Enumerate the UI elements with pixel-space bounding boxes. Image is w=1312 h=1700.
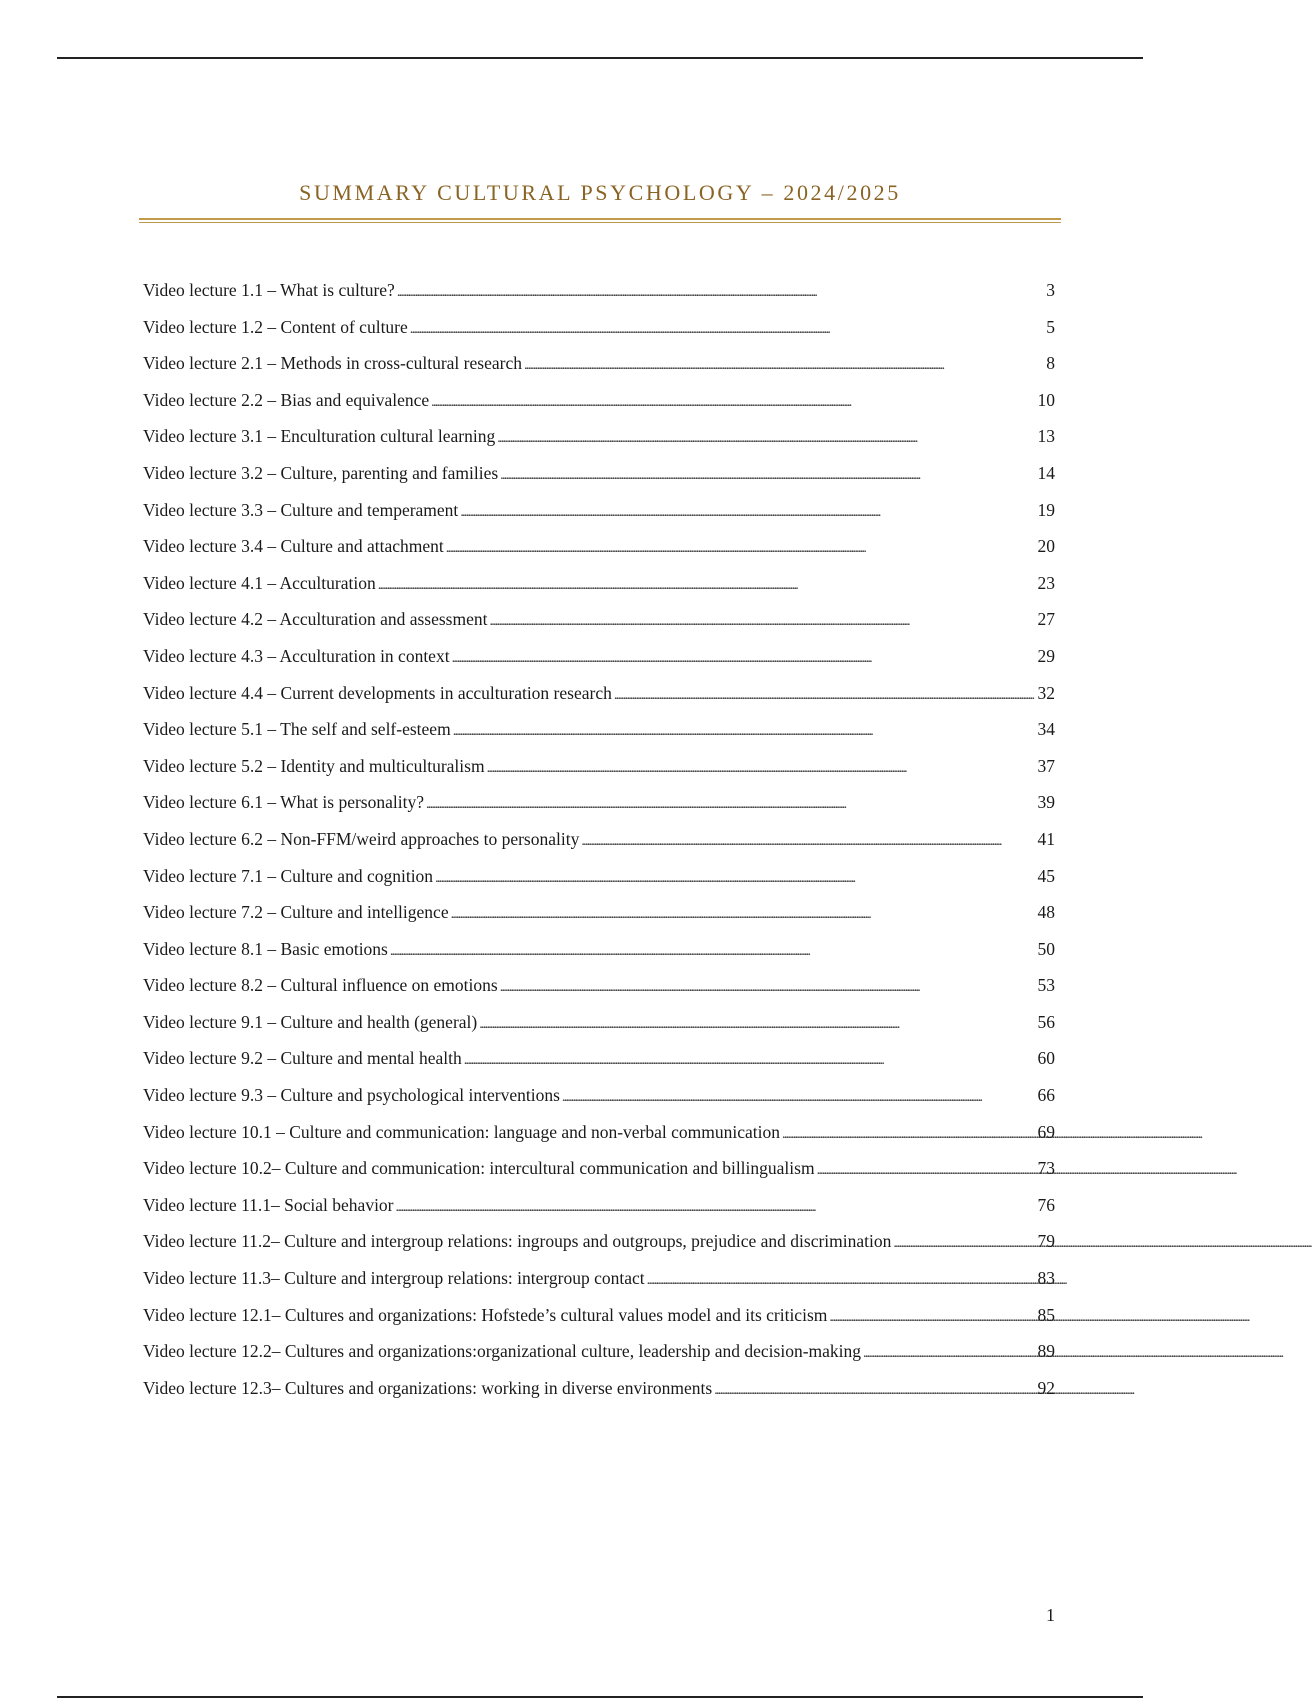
footer-rule [57,1696,1143,1698]
dot-leader [453,719,1035,740]
toc-entry-page: 76 [1037,1194,1055,1215]
toc-entry-label: Video lecture 3.1 – Enculturation cultural learning [143,426,496,447]
header-rule [57,57,1143,59]
toc-entry-label: Video lecture 4.4 – Current developments in acculturation research [143,682,612,703]
toc-entry-page: 56 [1037,1011,1055,1032]
dot-leader [378,573,1035,594]
toc-entry-page: 50 [1037,938,1055,959]
dot-leader [562,1085,1035,1106]
toc-entry-label: Video lecture 12.1– Cultures and organizations: Hofstede’s cultural values model and its criticism [143,1304,828,1325]
toc-entry-page: 19 [1037,499,1055,520]
toc-entry[interactable] [143,719,1055,756]
toc-entry-label: Video lecture 10.1 – Culture and communication: language and non-verbal communication [143,1121,781,1142]
toc-entry[interactable] [143,866,1055,903]
dot-leader [396,1195,1035,1216]
toc-entry-page: 60 [1037,1048,1055,1069]
toc-entry-label: Video lecture 7.1 – Culture and cognition [143,865,434,886]
toc-entry[interactable] [143,1048,1055,1085]
toc-entry[interactable] [143,1378,1055,1415]
toc-entry[interactable] [143,1231,1055,1268]
toc-entry[interactable] [143,829,1055,866]
toc-entry[interactable] [143,500,1055,537]
toc-entry-page: 23 [1037,572,1055,593]
toc-entry[interactable] [143,683,1055,720]
toc-entry-label: Video lecture 4.1 – Acculturation [143,572,376,593]
toc-entry-label: Video lecture 1.2 – Content of culture [143,316,408,337]
toc-entry-page: 85 [1037,1304,1055,1325]
toc-entry-page: 13 [1037,426,1055,447]
toc-entry-label: Video lecture 8.1 – Basic emotions [143,938,388,959]
dot-leader [581,829,1034,850]
toc-entry-page: 5 [1046,316,1055,337]
toc-entry-page: 53 [1037,975,1055,996]
toc-entry[interactable] [143,1085,1055,1122]
toc-entry-label: Video lecture 6.1 – What is personality? [143,792,424,813]
toc-entry-label: Video lecture 6.2 – Non-FFM/weird approaches to personality [143,828,580,849]
toc-entry[interactable] [143,426,1055,463]
page-number: 1 [1046,1605,1055,1625]
toc-entry-label: Video lecture 9.3 – Culture and psychological interventions [143,1085,560,1106]
toc-entry-page: 89 [1037,1341,1055,1362]
toc-entry-label: Video lecture 8.2 – Cultural influence on emotions [143,975,498,996]
table-of-contents [143,280,1055,1414]
toc-entry-page: 39 [1037,792,1055,813]
toc-entry-label: Video lecture 3.2 – Culture, parenting and families [143,462,499,483]
toc-entry[interactable] [143,646,1055,683]
toc-entry[interactable] [143,1158,1055,1195]
toc-entry-page: 14 [1037,462,1055,483]
toc-entry-page: 92 [1037,1377,1055,1398]
toc-entry-label: Video lecture 2.2 – Bias and equivalence [143,389,430,410]
toc-entry-page: 83 [1037,1268,1055,1289]
toc-entry-label: Video lecture 3.4 – Culture and attachment [143,536,444,557]
dot-leader [397,280,1043,301]
toc-entry[interactable] [143,1341,1055,1378]
dot-leader [863,1341,1034,1362]
toc-entry[interactable] [143,1305,1055,1342]
toc-entry-label: Video lecture 10.2– Culture and communication: intercultural communication and billingualism [143,1158,815,1179]
toc-entry-page: 29 [1037,645,1055,666]
toc-entry-label: Video lecture 9.1 – Culture and health (general) [143,1011,478,1032]
toc-entry-page: 37 [1037,755,1055,776]
toc-entry-label: Video lecture 12.3– Cultures and organizations: working in diverse environments [143,1377,713,1398]
toc-entry[interactable] [143,975,1055,1012]
toc-entry-label: Video lecture 9.2 – Culture and mental health [143,1048,462,1069]
toc-entry-page: 8 [1046,353,1055,374]
toc-entry[interactable] [143,902,1055,939]
document-title: SUMMARY CULTURAL PSYCHOLOGY – 2024/2025 [299,180,901,205]
toc-entry-page: 34 [1037,719,1055,740]
toc-entry-page: 3 [1046,280,1055,300]
toc-entry[interactable] [143,390,1055,427]
toc-entry[interactable] [143,1122,1055,1159]
dot-leader [500,463,1034,484]
title-underline [139,218,1061,223]
toc-entry-page: 79 [1037,1231,1055,1252]
toc-entry-label: Video lecture 5.2 – Identity and multiculturalism [143,755,485,776]
toc-entry[interactable] [143,317,1055,354]
toc-entry[interactable] [143,536,1055,573]
toc-entry-page: 27 [1037,609,1055,630]
toc-entry-page: 69 [1037,1121,1055,1142]
dot-leader [426,792,1035,813]
dot-leader [489,609,1034,630]
dot-leader [817,1158,1035,1179]
toc-entry-page: 66 [1037,1085,1055,1106]
toc-entry-page: 32 [1037,682,1055,703]
toc-entry-label: Video lecture 11.3– Culture and intergroup relations: intergroup contact [143,1268,645,1289]
dot-leader [451,902,1035,923]
toc-entry-page: 10 [1037,389,1055,410]
dot-leader [452,646,1035,667]
toc-entry-label: Video lecture 12.2– Cultures and organizations:organizational culture, leadership and decision-making [143,1341,862,1362]
toc-entry-page: 73 [1037,1158,1055,1179]
toc-entry-page: 20 [1037,536,1055,557]
toc-entry[interactable] [143,609,1055,646]
dot-leader [390,939,1035,960]
dot-leader [647,1268,1035,1289]
toc-entry[interactable] [143,792,1055,829]
toc-entry[interactable] [143,1195,1055,1232]
toc-entry[interactable] [143,939,1055,976]
toc-entry[interactable] [143,756,1055,793]
dot-leader [431,390,1034,411]
dot-leader [524,353,1043,374]
toc-entry-label: Video lecture 5.1 – The self and self-esteem [143,719,451,740]
dot-leader [446,536,1035,557]
dot-leader [410,317,1043,338]
dot-leader [714,1378,1034,1399]
dot-leader [829,1305,1034,1326]
toc-entry[interactable] [143,280,1055,317]
toc-entry-label: Video lecture 11.1– Social behavior [143,1194,394,1215]
dot-leader [782,1122,1034,1143]
toc-entry[interactable] [143,353,1055,390]
toc-entry-page: 45 [1037,865,1055,886]
dot-leader [479,1012,1034,1033]
toc-entry-label: Video lecture 1.1 – What is culture? [143,280,395,300]
dot-leader [487,756,1035,777]
dot-leader [460,500,1034,521]
toc-entry-label: Video lecture 4.2 – Acculturation and assessment [143,609,488,630]
toc-entry-label: Video lecture 11.2– Culture and intergroup relations: ingroups and outgroups, prejudice and discrimination [143,1231,892,1252]
dot-leader [464,1048,1035,1069]
dot-leader [500,975,1035,996]
dot-leader [497,426,1034,447]
toc-entry[interactable] [143,1268,1055,1305]
toc-entry[interactable] [143,1012,1055,1049]
toc-entry-label: Video lecture 4.3 – Acculturation in context [143,645,450,666]
toc-entry-page: 48 [1037,902,1055,923]
toc-entry-label: Video lecture 3.3 – Culture and temperament [143,499,459,520]
dot-leader [893,1231,1034,1252]
toc-entry-page: 41 [1037,828,1055,849]
dot-leader [435,866,1034,887]
toc-entry[interactable] [143,573,1055,610]
dot-leader [614,683,1035,704]
toc-entry[interactable] [143,463,1055,500]
toc-entry-label: Video lecture 7.2 – Culture and intelligence [143,902,449,923]
toc-entry-label: Video lecture 2.1 – Methods in cross-cultural research [143,353,522,374]
